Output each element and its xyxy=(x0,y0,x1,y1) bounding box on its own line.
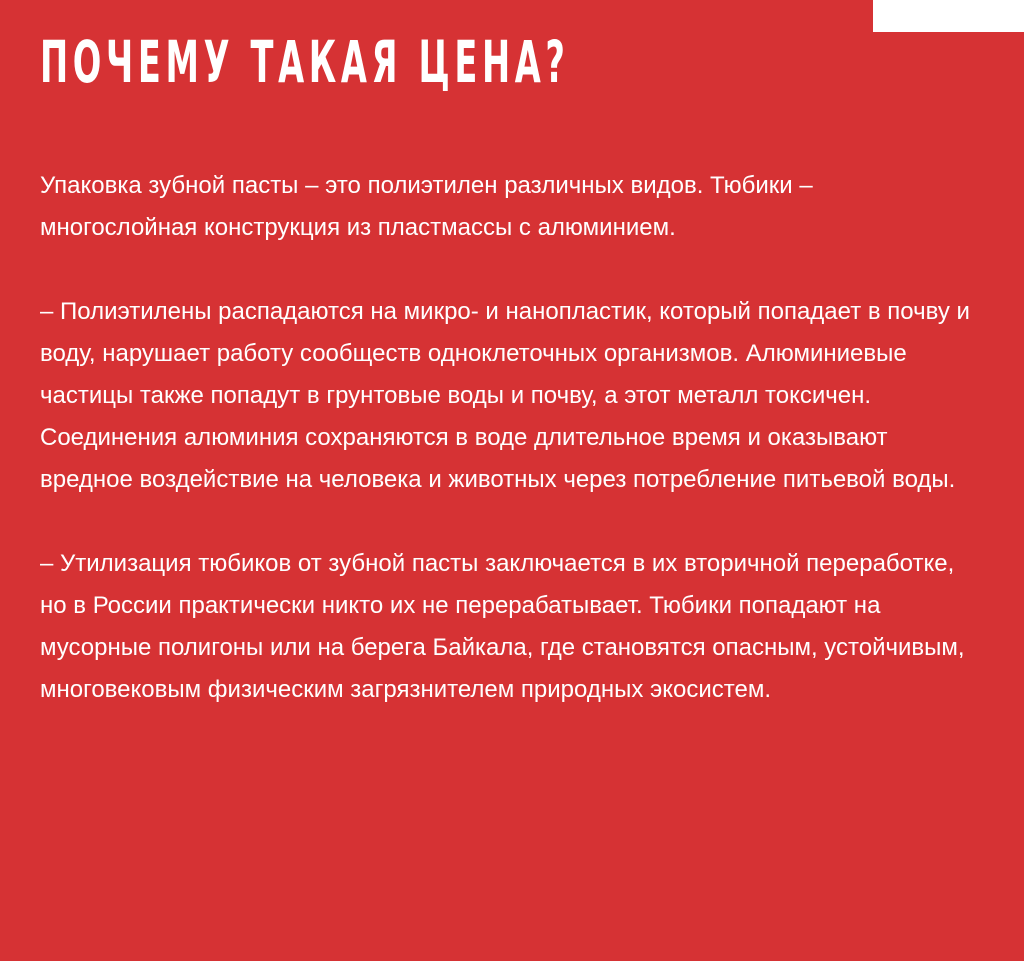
article-body xyxy=(40,165,970,753)
paragraph-intro: Упаковка зубной пасты – это полиэтилен различных видов. Тюбики – многослойная конструкция из пластмассы с алюминием. xyxy=(40,172,813,241)
page-title: ПОЧЕМУ ТАКАЯ ЦЕНА? xyxy=(40,28,570,96)
corner-white-block xyxy=(873,0,1024,32)
paragraph-polyethylene: – Полиэтилены распадаются на микро- и нанопластик, который попадает в почву и воду, нарушает работу сообществ одноклеточных организмов. Алюминиевые частицы также попадут в грунтовые воды и почву, а этот металл токсичен. Соединения алюминия сохраняются в воде длительное время и оказывают вредное воздействие на человека и животных через потребление питьевой воды. xyxy=(40,298,970,493)
paragraph-recycling: – Утилизация тюбиков от зубной пасты заключается в их вторичной переработке, но в России практически никто их не перерабатывает. Тюбики попадают на мусорные полигоны или на берега Байкала, где становятся опасным, устойчивым, многовековым физическим загрязнителем природных экосистем. xyxy=(40,550,965,703)
